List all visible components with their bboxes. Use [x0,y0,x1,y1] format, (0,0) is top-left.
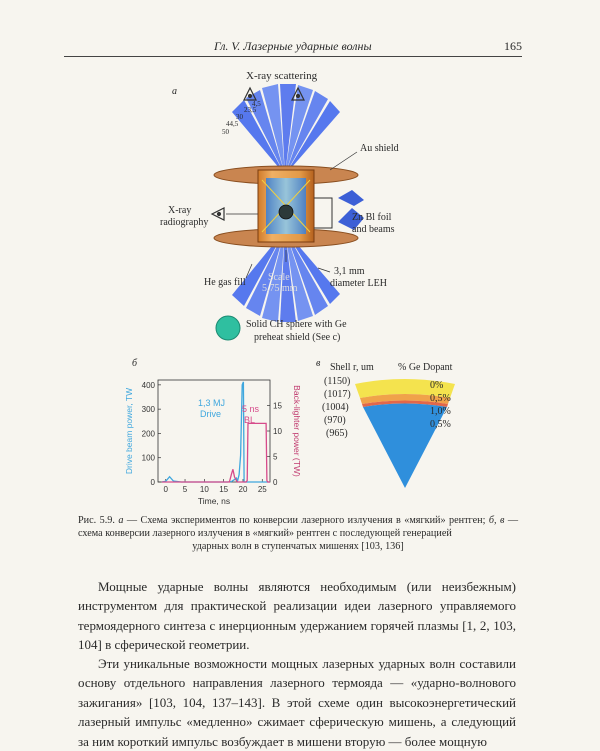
x-axis-label: Time, ns [197,496,231,506]
x-tick-label: 0 [163,485,168,494]
scale-label: 5,75 mm [262,283,298,294]
ch-sphere [216,316,240,340]
sphere-label: Solid CH sphere with Ge [246,319,347,330]
series-label: 1,3 MJ [198,398,226,408]
upper-beam-fan [232,84,340,175]
ge-dopant-value: 0,5% [430,393,451,404]
angle-label: 44,5 [226,120,239,128]
y-tick-label: 0 [150,478,155,487]
foil-label: Zn Bl foil [352,212,392,223]
x-tick-label: 25 [257,485,267,494]
shell-radius: (965) [326,428,348,439]
angle-label: 4,5 [252,100,261,108]
series-label: BL [244,415,256,425]
x-ray-scattering-label: X-ray scattering [246,70,318,82]
shell-radius-header: Shell r, um [330,362,374,373]
hohlraum [258,170,314,242]
x-tick-label: 15 [219,485,229,494]
foil-label: and beams [352,224,395,235]
figure-a-diagram [0,0,600,360]
ge-dopant-value: 1,0% [430,406,451,417]
shell-radius: (1004) [322,402,349,413]
series-label: Drive [200,409,222,419]
series-line [162,423,270,482]
y-tick-label: 300 [141,405,155,415]
he-gas-label: He gas fill [204,277,246,288]
page-number: 165 [504,39,522,53]
y-right-tick-label: 0 [273,478,278,487]
scale-label: Scale [268,272,290,283]
y-tick-label: 200 [141,429,155,439]
shell-radius: (970) [324,415,346,426]
x-ray-radiography-label: radiography [160,217,209,228]
y-tick-label: 100 [141,453,155,463]
y-axis-label: Drive beam power, TW [124,387,134,475]
y-right-tick-label: 10 [273,427,282,436]
ge-dopant-header: % Ge Dopant [398,362,453,373]
y-tick-label: 400 [141,380,155,390]
figure-b-chart [120,372,320,522]
paragraph: Мощные ударные волны являются необходимым (или неизбежным) инструментом для практической реализации идеи лазерного управляемого термоядерного синтеза с инерционным удержанием горячей плазмы [1, 2, 103, 104] в сферической геометрии. [78,579,516,653]
ge-dopant-value: 0% [430,380,444,391]
figure-c-letter: в [316,358,321,369]
angle-label: 50 [222,128,229,136]
y-right-tick-label: 5 [273,452,278,462]
paragraph: Эти уникальные возможности мощных лазерных ударных волн составили основу отдельного направления лазерного термояда — «ударно-волнового зажигания» [103, 104, 137–143]. В этой схеме один высокоэнергетический лазерный импульс «медленно» сжимает сферическую мишень, а следующий за ним короткий импульс возбуждает в мишени вторую — более мощную [78,656,516,749]
x-tick-label: 20 [238,485,248,494]
angle-label: 23,5 [244,106,257,114]
x-ray-radiography-label: X-ray [168,205,192,216]
chapter-title: Гл. V. Лазерные ударные волны [214,39,372,53]
sphere-label: preheat shield (See c) [254,332,341,343]
plot-frame [158,380,270,482]
y-right-tick-label: 15 [273,401,282,411]
y-right-axis-label: Back-lighter power (TW) [292,385,302,477]
shell-radius: (1017) [324,389,351,400]
ge-dopant-value: 0,5% [430,419,451,430]
leh-label: 3,1 mm [334,266,365,277]
eye-icon [212,208,258,220]
x-tick-label: 10 [199,485,209,494]
series-line [162,382,270,482]
figure-caption: Рис. 5.9. а — Схема экспериментов по конверсии лазерного излучения в «мягкий» рентген; б, в — схема конверсии лазерного излучения в «мягкий» рентген с последующей генерацией ударных волн в ступенчатых мишенях [103, 136] [78,515,519,552]
series-label: 5 ns [242,404,260,414]
angle-label: 30 [236,113,243,121]
x-tick-label: 5 [182,485,188,494]
figure-a-letter: а [172,86,177,97]
figure-b-letter: б [132,358,138,369]
leh-label: diameter LEH [330,278,387,289]
au-shield-label: Au shield [360,143,399,154]
shell-radius: (1150) [324,376,351,387]
